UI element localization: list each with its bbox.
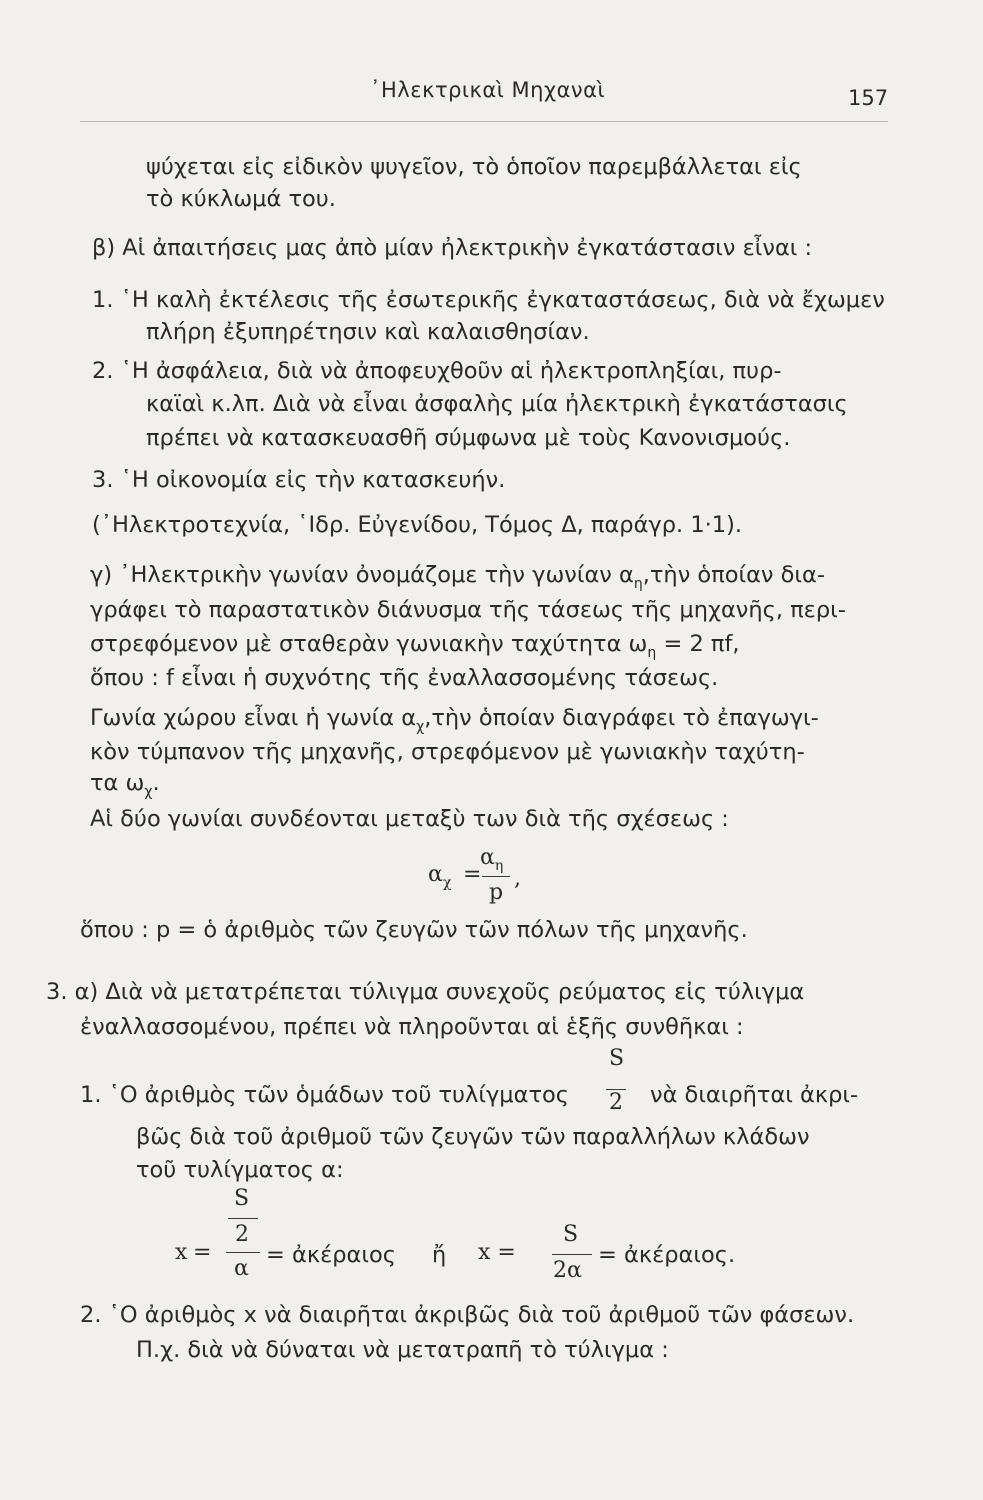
formula-equals: = [463,862,482,887]
text-line: ὅπου : f εἶναι ἡ συχνότης τῆς ἐναλλασσομένης τάσεως. [90,665,719,691]
formula-comma: , [514,866,521,891]
header-rule [80,121,888,122]
text-segment: τα ω [90,770,145,796]
text-line: 1. ῾Η καλὴ ἐκτέλεσις τῆς ἐσωτερικῆς ἐγκαταστάσεως, διὰ νὰ ἔχωμεν [92,287,885,313]
text-line: νὰ διαιρῆται ἀκρι- [650,1082,859,1108]
text-line: βῶς διὰ τοῦ ἀριθμοῦ τῶν ζευγῶν τῶν παραλλήλων κλάδων [136,1124,810,1150]
text-line: β) Αἱ ἀπαιτήσεις μας ἀπὸ μίαν ἠλεκτρικὴν ἐγκατάστασιν εἶναι : [92,235,813,261]
text-line: πρέπει νὰ κατασκευασθῆ σύμφωνα μὲ τοὺς Κανονισμούς. [146,425,791,451]
text-line: κὸν τύμπανον τῆς μηχανῆς, στρεφόμενον μὲ γωνιακὴν ταχύτη- [90,739,805,765]
formula2-equals: = [193,1240,212,1265]
subscript-eta: η [647,645,657,661]
fraction-bar [226,1252,260,1253]
formula-lhs: $\alpha_\chi$ [428,862,452,891]
reference-line: (᾿Ηλεκτροτεχνία, ῾Ιδρ. Εὐγενίδου, Τόμος Δ, παράγρ. 1·1). [92,512,743,538]
text-line: καϊαὶ κ.λπ. Διὰ νὰ εἶναι ἀσφαλὴς μία ἠλεκτρικὴ ἐγκατάστασις [146,391,848,417]
fraction-bar [552,1254,592,1255]
text-line: 2. ῾Ο ἀριθμὸς x νὰ διαιρῆται ἀκριβῶς διὰ τοῦ ἀριθμοῦ τῶν φάσεων. [80,1302,855,1328]
subscript-chi: χ [442,875,452,891]
text-segment: γ) ᾿Ηλεκτρικὴν γωνίαν ὀνομάζομε τὴν γωνίαν α [90,562,634,588]
text-segment: ,τὴν ὁποίαν διαγράφει τὸ ἐπαγωγι- [424,705,819,731]
text-line [90,629,740,662]
text-line: Π.χ. διὰ νὰ δύναται νὰ μετατραπῆ τὸ τύλιγμα : [136,1337,669,1363]
text-line [90,703,819,736]
formula2-word: = ἀκέραιος. [598,1242,736,1268]
text-line: Αἱ δύο γωνίαι συνδέονται μεταξὺ των διὰ τῆς σχέσεως : [90,806,729,832]
text-line: 1. ῾Ο ἀριθμὸς τῶν ὁμάδων τοῦ τυλίγματος [80,1082,569,1108]
text-line: 2. ῾Η ἀσφάλεια, διὰ νὰ ἀποφευχθοῦν αἱ ἠλεκτροπληξίαι, πυρ- [92,358,782,384]
text-line: γράφει τὸ παραστατικὸν διάνυσμα τῆς τάσεως τῆς μηχανῆς, περι- [90,597,846,623]
formula2-x: x [175,1240,188,1265]
formula-numerator: $\alpha_\eta$ [480,845,504,874]
text-line: τὸ κύκλωμά του. [146,186,336,212]
subscript-eta: η [494,858,504,874]
formula2-two: 2 [235,1222,249,1247]
formula-denominator: p [489,880,504,905]
formula2-den2: 2α [553,1258,582,1283]
text-line: πλήρη ἐξυπηρέτησιν καὶ καλαισθησίαν. [146,319,590,345]
fraction-numerator: S [609,1046,625,1071]
text-line [90,560,825,593]
text-line: ψύχεται εἰς εἰδικὸν ψυγεῖον, τὸ ὁποῖον παρεμβάλλεται εἰς [146,154,802,180]
text-line: τοῦ τυλίγματος α: [136,1157,344,1183]
text-segment: ,τὴν ὁποίαν δια- [642,562,825,588]
formula2-alpha: α [234,1256,249,1281]
formula2-x2: x = [478,1240,516,1265]
text-line: ὅπου : p = ὁ ἀριθμὸς τῶν ζευγῶν τῶν πόλων τῆς μηχανῆς. [80,917,748,943]
fraction-denominator: 2 [609,1090,623,1115]
text-segment: στρεφόμενον μὲ σταθερὰν γωνιακὴν ταχύτητα ω [90,631,648,657]
text-line: 3. α) Διὰ νὰ μετατρέπεται τύλιγμα συνεχοῦς ρεύματος εἰς τύλιγμα [46,979,805,1005]
formula2-s2: S [563,1222,579,1247]
text-segment: Γωνία χώρου εἶναι ἡ γωνία α [90,705,417,731]
formula2-word: = ἀκέραιος [266,1242,396,1268]
text-line: ἐναλλασσομένου, πρέπει νὰ πληροῦνται αἱ ἑξῆς συνθῆκαι : [80,1014,744,1040]
text-line: 3. ῾Η οἰκονομία εἰς τὴν κατασκευήν. [92,467,506,493]
fraction-bar [482,876,510,877]
text-line [90,768,160,801]
subscript-chi: χ [144,784,153,800]
page-number: 157 [848,86,889,110]
subscript-eta: η [633,576,643,592]
fraction-bar [228,1218,258,1219]
formula2-or: ἤ [432,1242,447,1268]
formula2-s: S [234,1186,250,1211]
running-header-title: ᾿Ηλεκτρικαὶ Μηχαναὶ [370,78,606,102]
subscript-chi: χ [416,719,425,735]
text-segment: = 2 πf, [663,631,740,657]
text-segment: . [152,770,160,796]
